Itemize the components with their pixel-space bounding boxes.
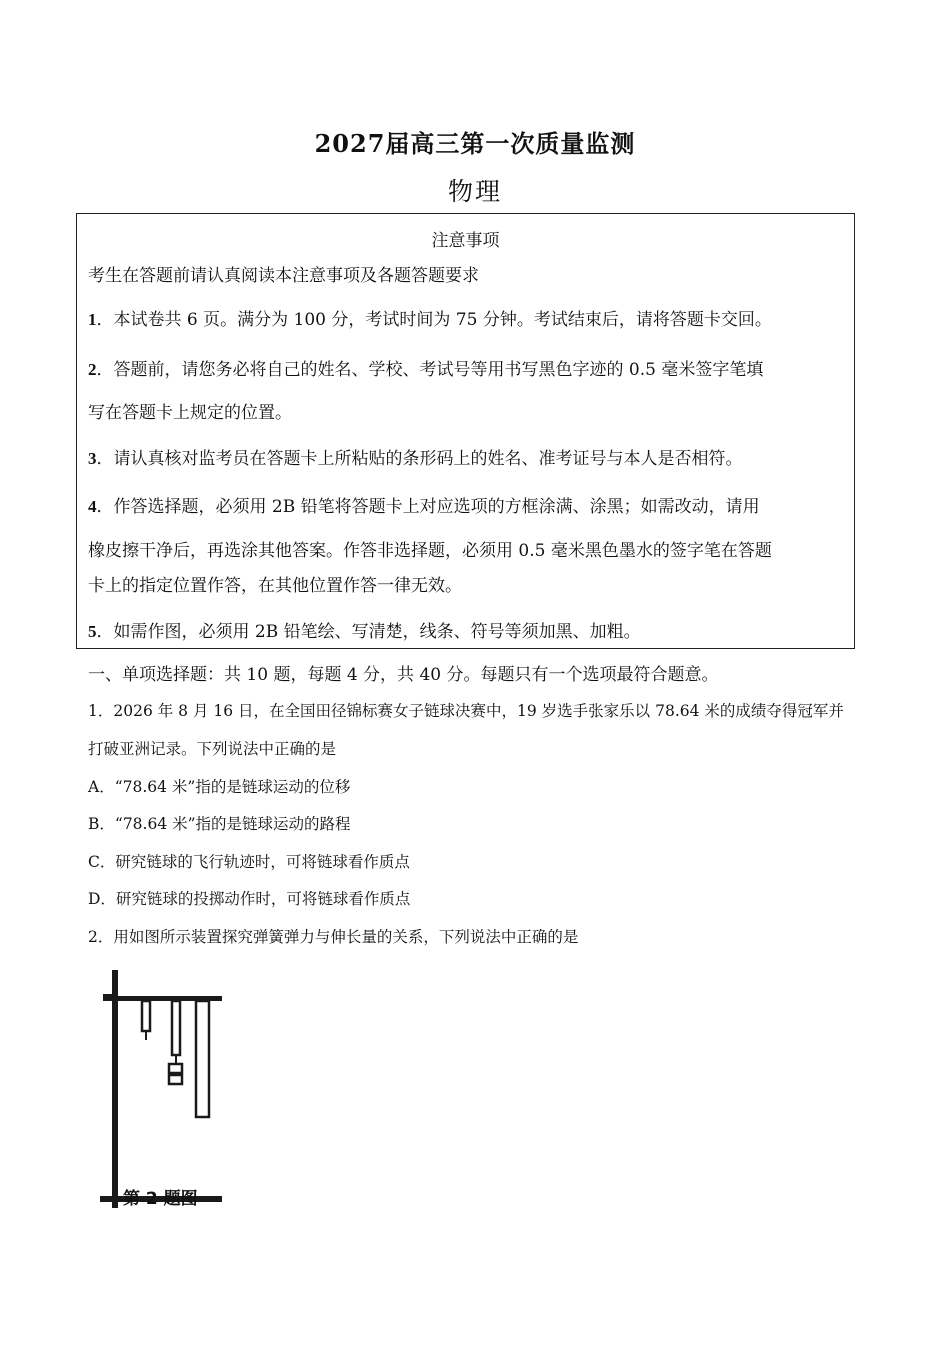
notice-item-number: 5	[88, 622, 97, 641]
hook-weight-bottom	[169, 1075, 182, 1084]
stand-rod	[112, 970, 118, 1208]
question-1-stem-cont: 打破亚洲记录。下列说法中正确的是	[88, 740, 337, 758]
question-1-option-a: A．“78.64 米”指的是链球运动的位移	[88, 778, 351, 796]
notice-item-text: 如需作图，必须用 2B 铅笔绘、写清楚，线条、符号等须加黑、加粗。	[113, 622, 641, 642]
exam-title: 2027届高三第一次质量监测	[314, 129, 636, 158]
notice-item-number: 1	[88, 310, 97, 329]
notice-box	[76, 213, 855, 649]
notice-item-4: 4．作答选择题，必须用 2B 铅笔将答题卡上对应选项的方框涂满、涂黑；如需改动，请用	[88, 497, 760, 517]
notice-item-text: 作答选择题，必须用 2B 铅笔将答题卡上对应选项的方框涂满、涂黑；如需改动，请用	[113, 497, 760, 517]
notice-item-number: 4	[88, 497, 97, 516]
question-1-option-b: B．“78.64 米”指的是链球运动的路程	[88, 815, 351, 833]
spring-apparatus-figure	[92, 968, 232, 1208]
question-1-stem: 1．2026 年 8 月 16 日，在全国田径锦标赛女子链球决赛中，19 岁选手张家乐以 78.64 米的成绩夺得冠军并	[88, 702, 844, 720]
notice-item-5: 5．如需作图，必须用 2B 铅笔绘、写清楚，线条、符号等须加黑、加粗。	[88, 622, 641, 642]
exam-subject: 物理	[447, 177, 502, 206]
question-1-option-c: C．研究链球的飞行轨迹时，可将链球看作质点	[88, 853, 410, 871]
measuring-ruler	[196, 1001, 209, 1117]
question-1-option-d: D．研究链球的投掷动作时，可将链球看作质点	[88, 890, 411, 908]
clamp-knob	[103, 994, 115, 1001]
question-2-stem: 2．用如图所示装置探究弹簧弹力与伸长量的关系，下列说法中正确的是	[88, 928, 579, 946]
hook-weight-top	[169, 1064, 182, 1073]
notice-item-text: 请认真核对监考员在答题卡上所粘贴的条形码上的姓名、准考证号与本人是否相符。	[113, 449, 743, 469]
figure-caption: 第 2 题图	[123, 1189, 198, 1209]
notice-item-4-cont: 橡皮擦干净后，再选涂其他答案。作答非选择题，必须用 0.5 毫米黑色墨水的签字笔在答题	[88, 541, 772, 561]
notice-item-1: 1．本试卷共 6 页。满分为 100 分，考试时间为 75 分钟。考试结束后，请将答题卡交回。	[88, 310, 772, 330]
notice-item-2: 2．答题前，请您务必将自己的姓名、学校、考试号等用书写黑色字迹的 0.5 毫米签字笔填	[88, 360, 764, 380]
long-spring	[172, 1001, 180, 1055]
notice-item-number: 2	[88, 360, 97, 379]
notice-item-3: 3．请认真核对监考员在答题卡上所粘贴的条形码上的姓名、准考证号与本人是否相符。	[88, 449, 743, 469]
notice-intro: 考生在答题前请认真阅读本注意事项及各题答题要求	[88, 266, 479, 286]
notice-item-text: 答题前，请您务必将自己的姓名、学校、考试号等用书写黑色字迹的 0.5 毫米签字笔填	[113, 360, 764, 380]
notice-item-text: 本试卷共 6 页。满分为 100 分，考试时间为 75 分钟。考试结束后，请将答题卡交回。	[113, 310, 772, 330]
short-spring	[142, 1001, 150, 1031]
notice-item-number: 3	[88, 449, 97, 468]
notice-item-2-cont: 写在答题卡上规定的位置。	[88, 403, 292, 423]
notice-item-4-cont: 卡上的指定位置作答，在其他位置作答一律无效。	[88, 576, 462, 596]
notice-heading: 注意事项	[431, 231, 500, 251]
section-heading: 一、单项选择题：共 10 题，每题 4 分，共 40 分。每题只有一个选项最符合题意。	[88, 665, 719, 685]
